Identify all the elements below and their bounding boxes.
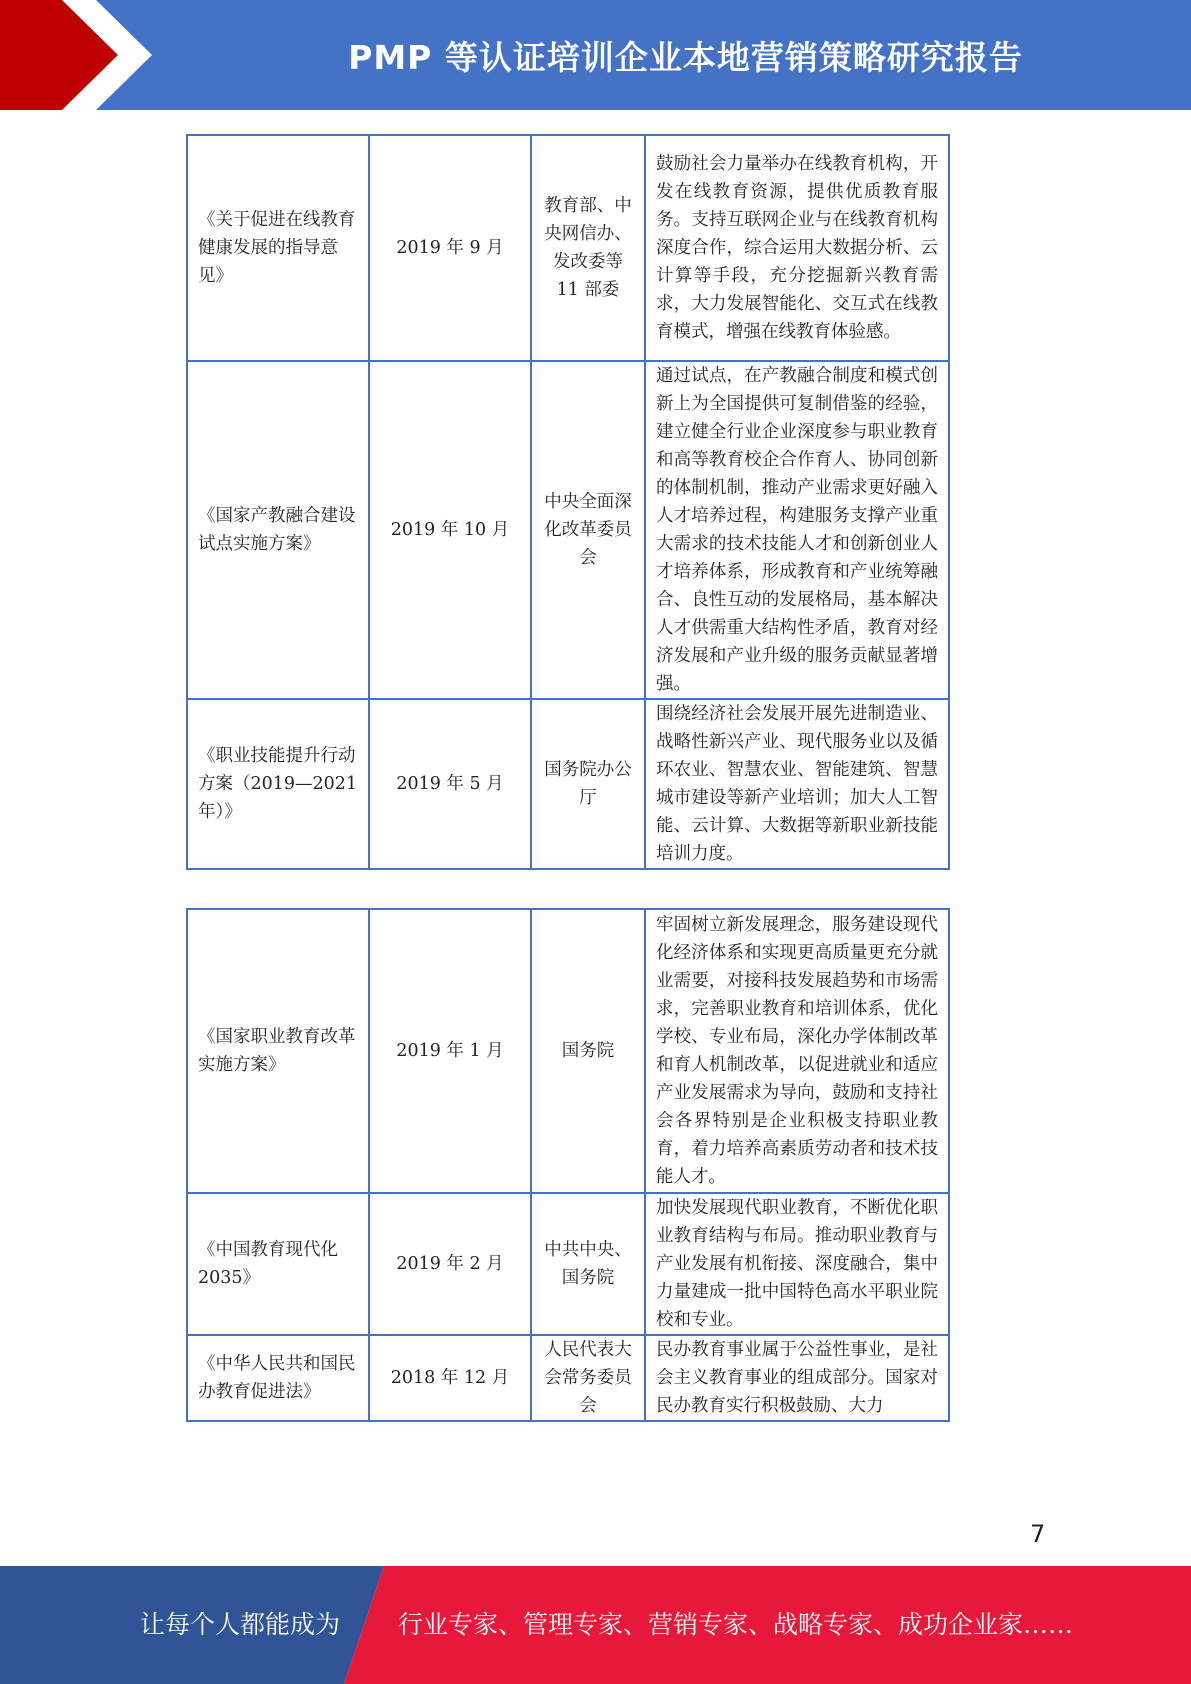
policy-date: 2019 年 1 月 [369, 909, 531, 1193]
policy-table-1 [186, 134, 950, 870]
policy-description: 通过试点，在产教融合制度和模式创新上为全国提供可复制借鉴的经验，建立健全行业企业深度参与职业教育和高等教育校企合作育人、协同创新的体制机制，推动产业需求更好融入人才培养过程，构建服务支撑产业重大需求的技术技能人才和创新创业人才培养体系，形成教育和产业统筹融合、良性互动的发展格局，基本解决人才供需重大结构性矛盾，教育对经济发展和产业升级的服务贡献显著增强。 [645, 361, 949, 699]
policy-name: 《中国教育现代化 2035》 [187, 1193, 369, 1335]
policy-department: 国务院办公厅 [531, 699, 645, 869]
report-title: PMP 等认证培训企业本地营销策略研究报告 [348, 37, 1023, 77]
policy-description: 围绕经济社会发展开展先进制造业、战略性新兴产业、现代服务业以及循环农业、智慧农业、智能建筑、智慧城市建设等新产业培训；加大人工智能、云计算、大数据等新职业新技能培训力度。 [645, 699, 949, 869]
policy-description: 鼓励社会力量举办在线教育机构，开发在线教育资源，提供优质教育服务。支持互联网企业与在线教育机构深度合作，综合运用大数据分析、云计算等手段，充分挖掘新兴教育需求，大力发展智能化、交互式在线教育模式，增强在线教育体验感。 [645, 135, 949, 361]
policy-name: 《国家职业教育改革实施方案》 [187, 909, 369, 1193]
table-row [187, 361, 949, 699]
policy-name: 《关于促进在线教育健康发展的指导意见》 [187, 135, 369, 361]
page-header [0, 0, 1191, 110]
table-row [187, 909, 949, 1193]
policy-date: 2019 年 2 月 [369, 1193, 531, 1335]
policy-description: 民办教育事业属于公益性事业，是社会主义教育事业的组成部分。国家对民办教育实行积极鼓励、大力 [645, 1335, 949, 1421]
table-row [187, 1335, 949, 1421]
table-row [187, 699, 949, 869]
footer-slogan-right: 行业专家、管理专家、营销专家、战略专家、成功企业家…… [398, 1610, 1074, 1639]
page-number: 7 [1030, 1520, 1046, 1548]
policy-date: 2019 年 9 月 [369, 135, 531, 361]
table-row [187, 135, 949, 361]
header-arrow-decoration [0, 0, 160, 110]
policy-name: 《国家产教融合建设试点实施方案》 [187, 361, 369, 699]
table-row [187, 1193, 949, 1335]
policy-department: 中央全面深化改革委员会 [531, 361, 645, 699]
policy-date: 2019 年 5 月 [369, 699, 531, 869]
policy-description: 牢固树立新发展理念，服务建设现代化经济体系和实现更高质量更充分就业需要，对接科技发展趋势和市场需求，完善职业教育和培训体系，优化学校、专业布局，深化办学体制改革和育人机制改革，以促进就业和适应产业发展需求为导向，鼓励和支持社会各界特别是企业积极支持职业教育，着力培养高素质劳动者和技术技能人才。 [645, 909, 949, 1193]
policy-name: 《职业技能提升行动方案（2019—2021 年）》 [187, 699, 369, 869]
policy-description: 加快发展现代职业教育，不断优化职业教育结构与布局。推动职业教育与产业发展有机衔接、深度融合，集中力量建成一批中国特色高水平职业院校和专业。 [645, 1193, 949, 1335]
policy-department: 教育部、中央网信办、发改委等 11 部委 [531, 135, 645, 361]
footer-slogan-left: 让每个人都能成为 [140, 1610, 341, 1639]
policy-name: 《中华人民共和国民办教育促进法》 [187, 1335, 369, 1421]
page-footer [0, 1566, 1191, 1684]
policy-department: 人民代表大会常务委员会 [531, 1335, 645, 1421]
policy-department: 国务院 [531, 909, 645, 1193]
policy-date: 2019 年 10 月 [369, 361, 531, 699]
policy-date: 2018 年 12 月 [369, 1335, 531, 1421]
policy-department: 中共中央、国务院 [531, 1193, 645, 1335]
policy-table-2 [186, 908, 950, 1422]
